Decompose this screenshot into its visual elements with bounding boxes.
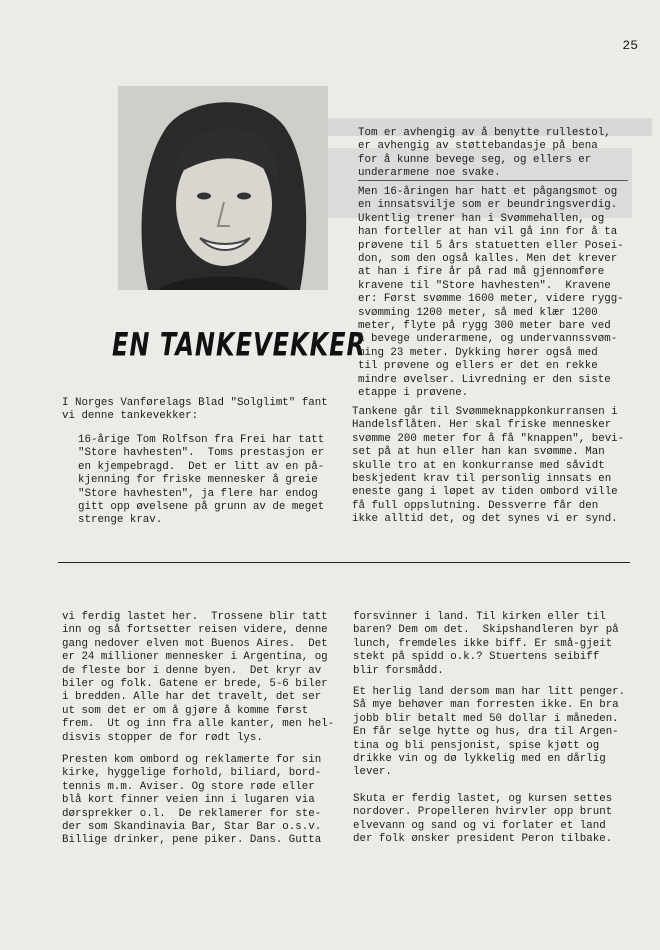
- bottom-right-para-2: Et herlig land dersom man har litt penger. Så mye behøver man forresten ikke. En bra jobb blir betalt med 50 dollar i måneden. En får selge hytte og hus, dra til Argen- tina og bli pensjonist, spise kjøtt og drikke vin og dø lykkelig med en dårlig lever.: [353, 686, 626, 779]
- bottom-left-para-1: vi ferdig lastet her. Trossene blir tatt inn og så fortsetter reisen videre, denne gang nedover elven mot Buenos Aires. Det er 24 millioner mennesker i Argentina, og de fleste bor i denne byen. Det kryr av biler og folk. Gatene er brede, 5-6 biler i bredden. Alle har det travelt, det ser ut som det er om å gjøre å komme først frem. Ut og inn fra alle kanter, men hel- disvis stopper de for rødt lys.: [62, 611, 335, 744]
- page-number: 25: [622, 38, 638, 53]
- bottom-right-para-1: forsvinner i land. Til kirken eller til baren? Dem om det. Skipshandleren byr på lunch, fremdeles ikke biff. Er små-gjeit stekt på spidd o.k.? Stuertens seibiff blir forsmådd.: [353, 611, 619, 677]
- intro-text: I Norges Vanførelags Blad "Solglimt" fant vi denne tankevekker:: [62, 397, 328, 423]
- bottom-right-para-3: Skuta er ferdig lastet, og kursen settes nordover. Propelleren hvirvler opp brunt elvevann og sand og vi forlater et land der folk ønsker president Peron tilbake.: [353, 793, 613, 846]
- right-col-divider: [358, 180, 628, 181]
- portrait-photo: [118, 86, 328, 290]
- quote-text: 16-årige Tom Rolfson fra Frei har tatt "Store havhesten". Toms prestasjon er en kjempebragd. Det er litt av en på- kjenning for friske mennesker å greie "Store havhesten", ja flere har endog gitt opp øvelsene på grunn av de meget strenge krav.: [78, 434, 325, 527]
- bottom-left-para-2: Presten kom ombord og reklamerte for sin kirke, hyggelige forhold, biliard, bord- tennis m.m. Aviser. Og store røde eller blå kort finner veien inn i lugaren via dørsprekker o.l. De reklamerer for ste- der som Skandinavia Bar, Star Bar o.s.v. Billige drinker, pene piker. Dans. Gutta: [62, 754, 322, 847]
- right-col-para-3: Tankene går til Svømmeknappkonkurransen i Handelsflåten. Her skal friske mennesker svømme 200 meter for å få "knappen", bevi- set på at hun eller han kan svømme. Man skulle tro at en konkurranse med såvidt beskjedent krav til personlig innsats en eneste gang i løpet av tiden ombord ville få full oppslutning. Dessverre får den ikke alltid det, og det synes vi er synd.: [352, 406, 625, 526]
- section-divider: [58, 562, 630, 563]
- right-col-para-2: Men 16-åringen har hatt et pågangsmot og en innsatsvilje som er beundringsverdig. Ukentlig trener han i Svømmehallen, og han forteller at han vil gå inn for å ta prøvene til 5 års statuetten eller Posei- don, som den også kalles. Men det krever at han i fire år på rad må gjennomføre kravene til "Store havhesten". Kravene er: Først svømme 1600 meter, videre rygg- svømming 1200 meter, så med klær 1200 meter, flyte på rygg 300 meter bare ved å bevege underarmene, og undervannssvøm- ming 23 meter. Dykking hører også med til prøvene og ellers er det en rekke mindre øvelser. Livredning er den siste etappe i prøvene.: [358, 186, 624, 400]
- right-col-para-1: Tom er avhengig av å benytte rullestol, er avhengig av støttebandasje på bena for å kunne bevege seg, og ellers er underarmene noe svake.: [358, 127, 611, 180]
- headline: EN TANKEVEKKER: [112, 326, 367, 364]
